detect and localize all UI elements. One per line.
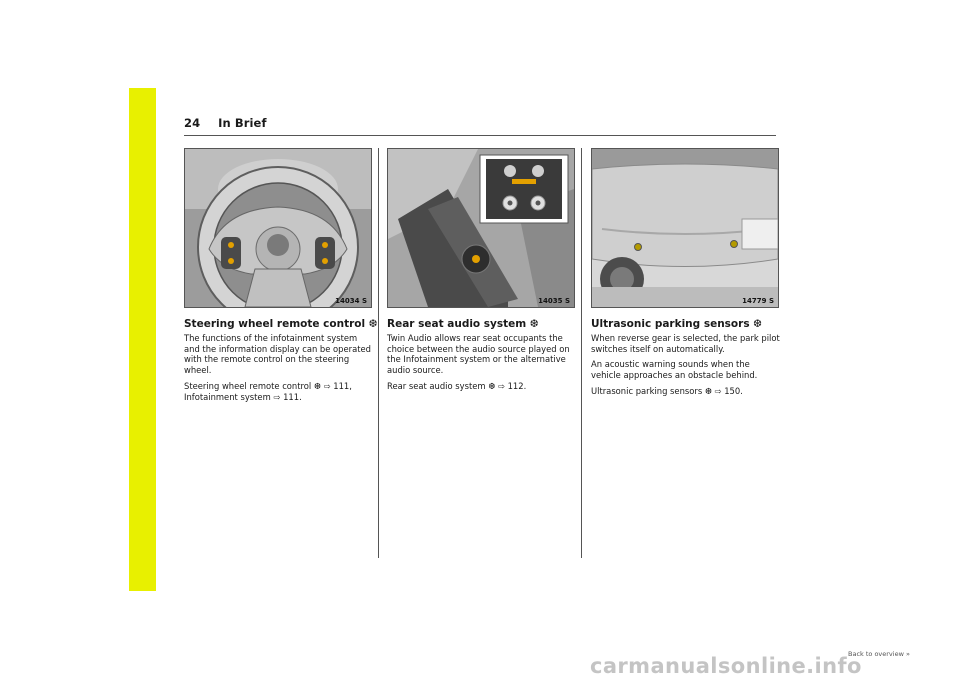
figure-number: 14035 S: [538, 297, 570, 305]
column-divider: [378, 148, 379, 558]
body-paragraph: Twin Audio allows rear seat occupants the choice between the audio source played on the Infotainment system or the alternative audio source.: [387, 333, 570, 376]
column-divider: [581, 148, 582, 558]
watermark: carmanualsonline.info: [590, 654, 862, 678]
page-number: 24: [184, 116, 201, 130]
rear-seat-audio-figure: [387, 148, 575, 308]
cross-reference[interactable]: Rear seat audio system ❆ ⇨ 112.: [387, 380, 527, 391]
body-paragraph: When reverse gear is selected, the park pilot switches itself on automatically.: [591, 333, 780, 354]
section-heading: Ultrasonic parking sensors ❆: [591, 318, 763, 330]
back-to-overview-link[interactable]: Back to overview »: [848, 650, 910, 658]
parking-sensors-figure: [591, 148, 779, 308]
figure-number: 14034 S: [335, 297, 367, 305]
rear-seat-audio-section: [387, 318, 577, 397]
header-rule: [184, 135, 776, 136]
steering-wheel-section: [184, 318, 378, 407]
body-paragraph: The functions of the infotainment system and the information display can be operated with the remote control on the steering wheel.: [184, 333, 371, 376]
section-heading: Rear seat audio system ❆: [387, 318, 539, 330]
section-title: In Brief: [218, 116, 267, 130]
section-heading: Steering wheel remote control ❆: [184, 318, 378, 330]
chapter-tab: [129, 88, 156, 591]
cross-reference[interactable]: Steering wheel remote control ❆ ⇨ 111, Infotainment system ⇨ 111.: [184, 380, 352, 402]
cross-reference[interactable]: Ultrasonic parking sensors ❆ ⇨ 150.: [591, 385, 743, 396]
page-header: [184, 116, 267, 130]
body-paragraph: An acoustic warning sounds when the vehicle approaches an obstacle behind.: [591, 359, 758, 381]
figure-number: 14779 S: [742, 297, 774, 305]
parking-sensors-section: [591, 318, 781, 402]
steering-wheel-figure: [184, 148, 372, 308]
